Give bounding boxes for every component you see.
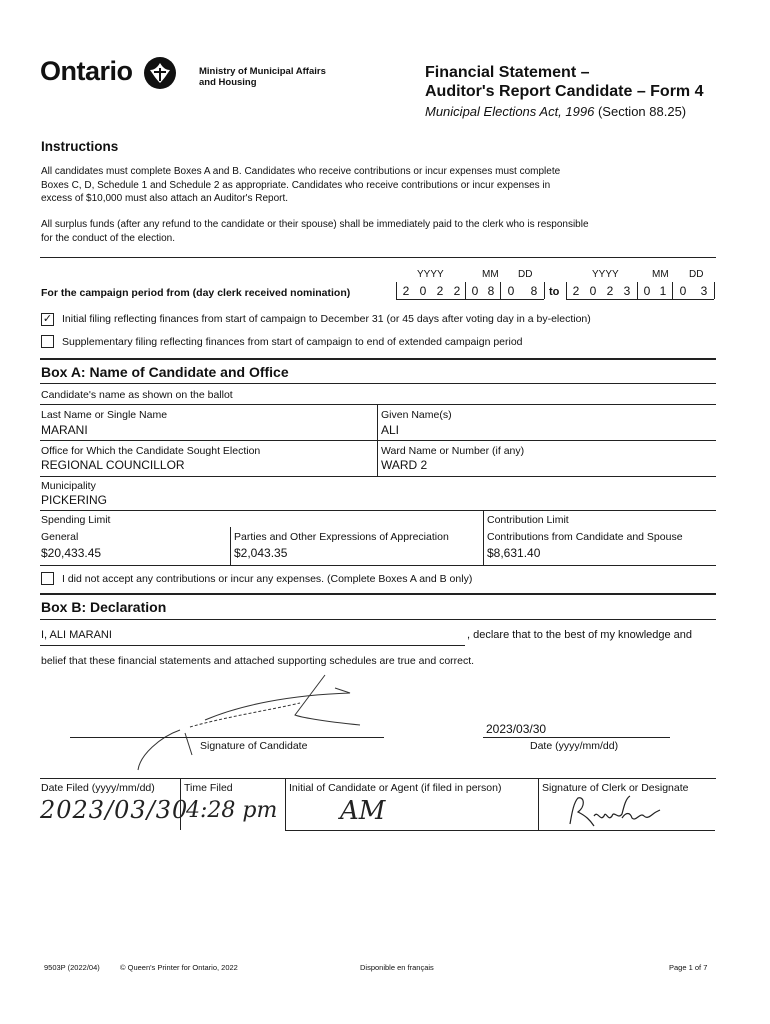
campaign-period-label: For the campaign period from (day clerk received nomination)	[41, 287, 351, 299]
copyright: © Queen's Printer for Ontario, 2022	[120, 963, 238, 972]
supplementary-filing-label: Supplementary filing reflecting finances from start of campaign to end of extended campaign period	[62, 336, 523, 348]
to-mm-label: MM	[652, 269, 669, 280]
to-digit: 2	[572, 284, 580, 298]
last-name-value[interactable]: MARANI	[41, 423, 88, 437]
office-label: Office for Which the Candidate Sought Election	[41, 445, 261, 457]
municipality-value[interactable]: PICKERING	[41, 493, 108, 507]
ministry-name: Ministry of Municipal Affairs and Housing	[199, 66, 326, 88]
no-contributions-checkbox[interactable]	[41, 572, 54, 585]
from-digit: 0	[471, 284, 479, 298]
municipality-label: Municipality	[41, 480, 96, 492]
to-label: to	[549, 286, 560, 298]
to-digit: 0	[679, 284, 687, 298]
supplementary-filing-checkbox[interactable]	[41, 335, 54, 348]
candidate-signature	[130, 665, 370, 775]
date-filed-value[interactable]: 2023/03/30	[40, 796, 189, 824]
from-digit: 2	[453, 284, 461, 298]
general-label: General	[41, 531, 79, 543]
form-code: 9503P (2022/04)	[44, 963, 100, 972]
from-digit: 8	[530, 284, 538, 298]
declare-text: , declare that to the best of my knowledge and	[467, 629, 693, 641]
given-name-value[interactable]: ALI	[381, 423, 400, 437]
ward-label: Ward Name or Number (if any)	[381, 445, 525, 457]
from-digit: 8	[487, 284, 495, 298]
ward-value[interactable]: WARD 2	[381, 458, 428, 472]
ontario-wordmark: Ontario	[40, 56, 133, 86]
initial-value[interactable]: AM	[340, 796, 386, 826]
contributions-value[interactable]: $8,631.40	[487, 546, 541, 560]
general-value[interactable]: $20,433.45	[41, 546, 102, 560]
from-digit: 0	[507, 284, 515, 298]
contributions-label: Contributions from Candidate and Spouse	[487, 531, 683, 543]
instructions-para2: All surplus funds (after any refund to the candidate or their spouse) shall be immediately paid to the clerk who is responsible for the conduct of the election.	[41, 219, 589, 244]
ballot-note: Candidate's name as shown on the ballot	[41, 389, 233, 401]
belief-text: belief that these financial statements and attached supporting schedules are true and correct.	[41, 655, 475, 667]
initial-filing-checkbox[interactable]: ✓	[42, 313, 53, 325]
form-title-line1: Financial Statement –	[425, 64, 590, 81]
last-name-label: Last Name or Single Name	[41, 409, 168, 421]
instructions-para1: All candidates must complete Boxes A and B. Candidates who receive contributions or incur expenses must complete Boxes C, D, Schedule 1 and Schedule 2 as appropriate. Candidates who receive contributions or incur expenses in excess of $10,000 must also attach an Auditor's Report.	[41, 166, 561, 204]
to-digit: 1	[659, 284, 667, 298]
given-name-label: Given Name(s)	[381, 409, 452, 421]
from-mm-label: MM	[482, 269, 499, 280]
trillium-logo-icon	[143, 56, 177, 90]
clerk-signature	[560, 792, 670, 832]
from-digit: 0	[419, 284, 427, 298]
instructions-heading: Instructions	[41, 139, 119, 154]
to-yyyy-label: YYYY	[592, 269, 619, 280]
french-availability: Disponible en français	[360, 963, 434, 972]
time-filed-label: Time Filed	[184, 782, 233, 794]
to-digit: 2	[606, 284, 614, 298]
parties-value[interactable]: $2,043.35	[234, 546, 288, 560]
to-dd-label: DD	[689, 269, 704, 280]
box-a-heading: Box A: Name of Candidate and Office	[41, 364, 289, 380]
declaration-date-value[interactable]: 2023/03/30	[486, 722, 547, 736]
from-dd-label: DD	[518, 269, 533, 280]
box-b-heading: Box B: Declaration	[41, 599, 167, 615]
divider	[40, 257, 716, 258]
to-digit: 3	[700, 284, 708, 298]
act-reference: Municipal Elections Act, 1996 (Section 88.25)	[425, 104, 687, 119]
date-filed-label: Date Filed (yyyy/mm/dd)	[41, 782, 155, 794]
to-digit: 3	[623, 284, 631, 298]
form-title-line2: Auditor's Report Candidate – Form 4	[425, 83, 704, 100]
signature-label: Signature of Candidate	[200, 740, 308, 752]
initial-label: Initial of Candidate or Agent (if filed in person)	[289, 782, 502, 794]
from-yyyy-label: YYYY	[417, 269, 444, 280]
page-number: Page 1 of 7	[669, 963, 708, 972]
no-contributions-label: I did not accept any contributions or incur any expenses. (Complete Boxes A and B only)	[62, 573, 473, 585]
initial-filing-label: Initial filing reflecting finances from start of campaign to December 31 (or 45 days after voting day in a by-election)	[62, 313, 591, 325]
to-digit: 0	[643, 284, 651, 298]
spending-limit-label: Spending Limit	[41, 514, 111, 526]
clerk-signature-label: Signature of Clerk or Designate	[542, 782, 689, 794]
time-filed-value[interactable]: 4:28 pm	[186, 798, 278, 823]
office-value[interactable]: REGIONAL COUNCILLOR	[41, 458, 185, 472]
from-digit: 2	[436, 284, 444, 298]
declaration-date-label: Date (yyyy/mm/dd)	[530, 740, 619, 752]
from-digit: 2	[402, 284, 410, 298]
to-digit: 0	[589, 284, 597, 298]
contribution-limit-label: Contribution Limit	[487, 514, 569, 526]
declarant-name[interactable]: I, ALI MARANI	[41, 629, 112, 641]
parties-label: Parties and Other Expressions of Appreciation	[234, 531, 449, 543]
